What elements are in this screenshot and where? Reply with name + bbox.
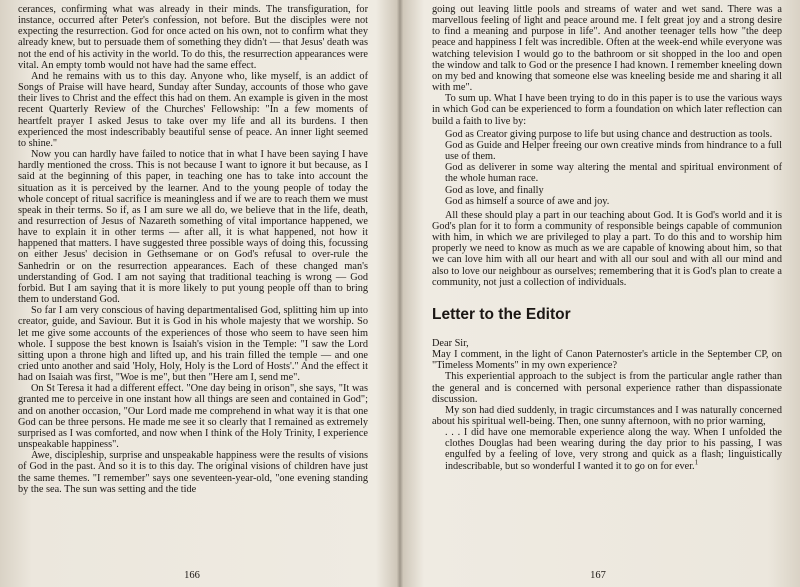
- paragraph: All these should play a part in our teaching about God. It is God's world and it is God's plan for it to form a community of responsible beings capable of communion with him, in which we are privileged to play a part. To do this and to worship him properly we need to know as much as we are capable of knowing about him, so that we can love him with all our heart and with all our soul and with all our mind and also to love our neighbour as ourselves; remembering that it is God's plan to create a community, not just a collection of individuals.: [432, 209, 782, 288]
- list-item: God as Creator giving purpose to life but using chance and destruction as tools.: [445, 128, 773, 140]
- list-item: God as love, and finally: [445, 184, 544, 196]
- quote-body: . . . I did have one memorable experience along the way. When I unfolded the clothes Douglas had been wearing during the day prior to his passing, I was engulfed by a feeling of love, very strong and quick as a flash; linguistically indescribable, but so wonderful I wanted it to go on for ever.: [445, 427, 782, 472]
- paragraph: May I comment, in the light of Canon Paternoster's article in the September CP, on "Timeless Moments" in my own experience?: [432, 349, 782, 372]
- paragraph: This experiential approach to the subject is from the particular angle rather than the general and is concerned with personal experience rather than dispassionate discussion.: [432, 371, 782, 405]
- page-number: 167: [590, 570, 606, 581]
- list-item: God as deliverer in some way altering the mental and spiritual environment of the whole human race.: [445, 162, 782, 185]
- left-page-text: [18, 4, 368, 495]
- list-item: God as Guide and Helper freeing our own creative minds from hindrance to a full use of them.: [445, 139, 782, 163]
- paragraph: cerances, confirming what was already in their minds. The transfiguration, for instance, occurred after Peter's confession, not before. But the disciples were not expecting the resurrection. God for once acted on his own, not to confirm what they already knew, but to persuade them of something they didn't — that Jesus' death was not the end of his activity in the world. To do this, the resurrection appearances were vital. An empty tomb would not have had the same effect.: [18, 4, 368, 71]
- summary-list: [432, 129, 782, 207]
- letter-heading: Letter to the Editor: [432, 305, 571, 323]
- paragraph: To sum up. What I have been trying to do in this paper is to use the various ways in which God can be experienced to form a foundation on which later reflection can build a faith to live by:: [432, 93, 782, 127]
- right-page-text: [432, 4, 782, 472]
- footnote-mark: 1: [694, 458, 699, 467]
- paragraph: going out leaving little pools and streams of water and wet sand. There was a marvellous feeling of light and peace around me. I felt great joy and a strong desire to find a meaning and purpose in life". And another teenager tells how "the deep peace and happiness I felt was incredible. Often at the week-end while everyone was watching television I would go to the bathroom or sit shopped in the loo and open the window and talk to God or the presence I had known. I remember kneeling down on my bed and knowing that someone else was kneeling beside me and sharing it all with me".: [432, 4, 782, 94]
- letter-quote: [432, 427, 782, 472]
- quote-text: [432, 427, 782, 472]
- page-number: 166: [184, 570, 200, 581]
- paragraph: Now you can hardly have failed to notice that in what I have been saying I have hardly mentioned the cross. This is not because I want to ignore it but because, as I said at the beginning of this paper, in teaching one has to take into account the situation as it is perceived by the learner. And to the young people of today the whole concept of ritual sacrifice is meaningless and if we are to reach them we must speak in their terms. So if, as I am sure we all do, we believe that in the life, death, and resurrection of Jesus of Nazareth something of vital importance happened, we have to explain it in other terms — after all, it is what happened, not how it happened that matters. I have suggested three possible ways of doing this, focussing on either Jesus' decision in Gethsemane or on God's refusal to over-rule the Sanhedrin or on the resurrection appearances. Each of these changed man's understanding of God. I am not saying that traditional teaching is wrong — God forbid. But I am saying that it is more likely to put young people off than to bring them to understand God.: [18, 149, 368, 306]
- paragraph: Awe, discipleship, surprise and unspeakable happiness were the results of visions of God in the past. And so it is to this day. The original visions of children have just the same themes. "I remember" says one seventeen-year-old, "one evening standing by the sea. The sun was setting and the tide: [18, 450, 368, 495]
- list-item: God as himself a source of awe and joy.: [445, 195, 610, 207]
- letter-salutation: Dear Sir,: [432, 337, 469, 349]
- paragraph: On St Teresa it had a different effect. "One day being in orison", she says, "It was granted me to perceive in one instant how all things are seen and contained in God"; and on another occasion, "Our Lord made me comprehend in what way it is that one God can be three persons. He made me see it so clearly that I remained as extremely surprised as I was comforted, and now when I think of the Holy Trinity, I experience unspeakable happiness".: [18, 383, 368, 451]
- paragraph: My son had died suddenly, in tragic circumstances and I was naturally concerned about his spiritual well-being. Then, one sunny afternoon, with no prior warning,: [432, 404, 782, 427]
- right-page: [400, 0, 800, 587]
- paragraph: So far I am very conscious of having departmentalised God, splitting him up into creator, guide, and Saviour. But it is God in his whole majesty that we worship. So let me give some accounts of the experiences of those who seem to have seen him whole. I suppose the best known is Isaiah's vision in the Temple: "I saw the Lord sitting upon a throne high and lifted up, and his train filled the temple — and one cried unto another and said 'Holy, Holy, Holy is the Lord of Hosts'." And the effect it had on Isaiah was first, "Woe is me", but then "Here am I, send me".: [18, 305, 368, 384]
- paragraph: And he remains with us to this day. Anyone who, like myself, is an addict of Songs of Praise will have heard, Sunday after Sunday, accounts of those who gave their lives to Christ and the effect this had on them. An example is given in the most recent Quarterly Review of the Churches' Fellowship: "In a few moments of heartfelt prayer I asked Jesus to take over my life and all its burdens. I then experienced the most indescribably beautiful sense of peace. An inner light seemed to shine.": [18, 70, 368, 149]
